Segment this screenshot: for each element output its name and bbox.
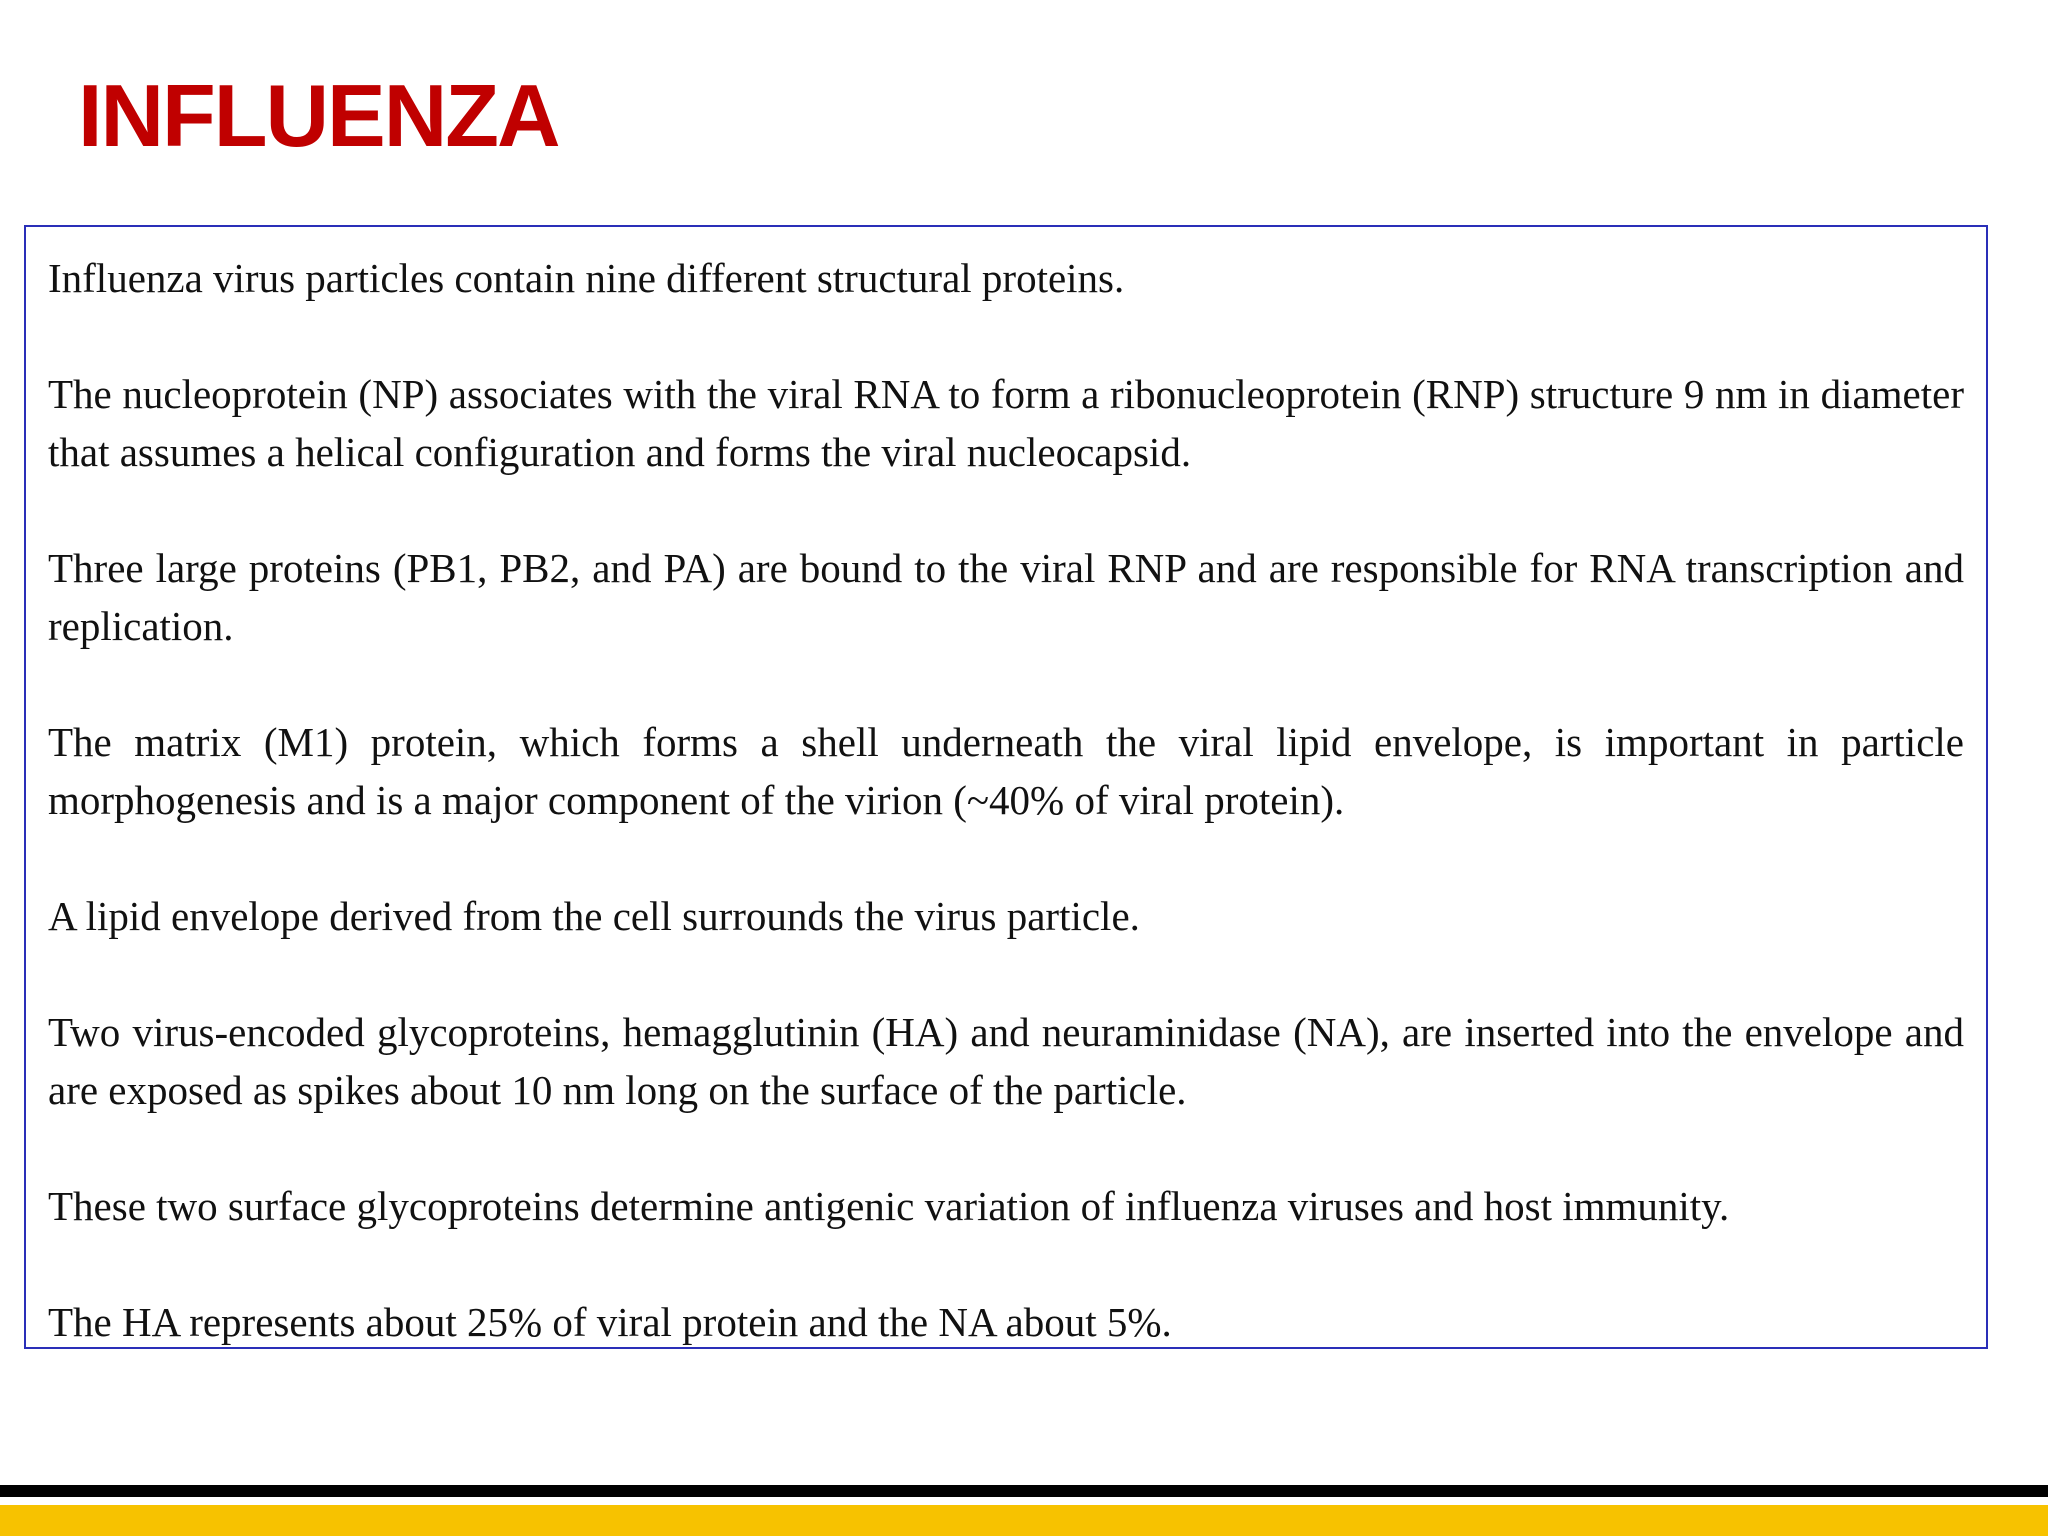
footer-gold-bar — [0, 1505, 2048, 1536]
slide-title: INFLUENZA — [78, 66, 559, 165]
paragraph-nucleoprotein: The nucleoprotein (NP) associates with the viral RNA to form a ribonucleoprotein (RNP) structure 9 nm in diameter that assumes a helical configuration and forms the viral nucleocapsid. — [48, 371, 1964, 475]
paragraph-large-proteins: Three large proteins (PB1, PB2, and PA) are bound to the viral RNP and are responsible for RNA transcription and replication. — [48, 545, 1964, 649]
paragraph-matrix-protein: The matrix (M1) protein, which forms a shell underneath the viral lipid envelope, is important in particle morphogenesis and is a major component of the virion (~40% of viral protein). — [48, 719, 1964, 823]
paragraph-lipid-envelope: A lipid envelope derived from the cell surrounds the virus particle. — [48, 893, 1140, 939]
paragraph-antigenic-variation: These two surface glycoproteins determine antigenic variation of influenza viruses and host immunity. — [48, 1183, 1730, 1229]
content-text-box — [24, 225, 1988, 1349]
footer-black-bar — [0, 1485, 2048, 1497]
paragraph-glycoproteins: Two virus-encoded glycoproteins, hemagglutinin (HA) and neuraminidase (NA), are inserted into the envelope and are exposed as spikes about 10 nm long on the surface of the particle. — [48, 1009, 1964, 1113]
paragraph-ha-na-proportions: The HA represents about 25% of viral protein and the NA about 5%. — [48, 1299, 1172, 1345]
paragraph-structural-proteins: Influenza virus particles contain nine different structural proteins. — [48, 255, 1125, 301]
